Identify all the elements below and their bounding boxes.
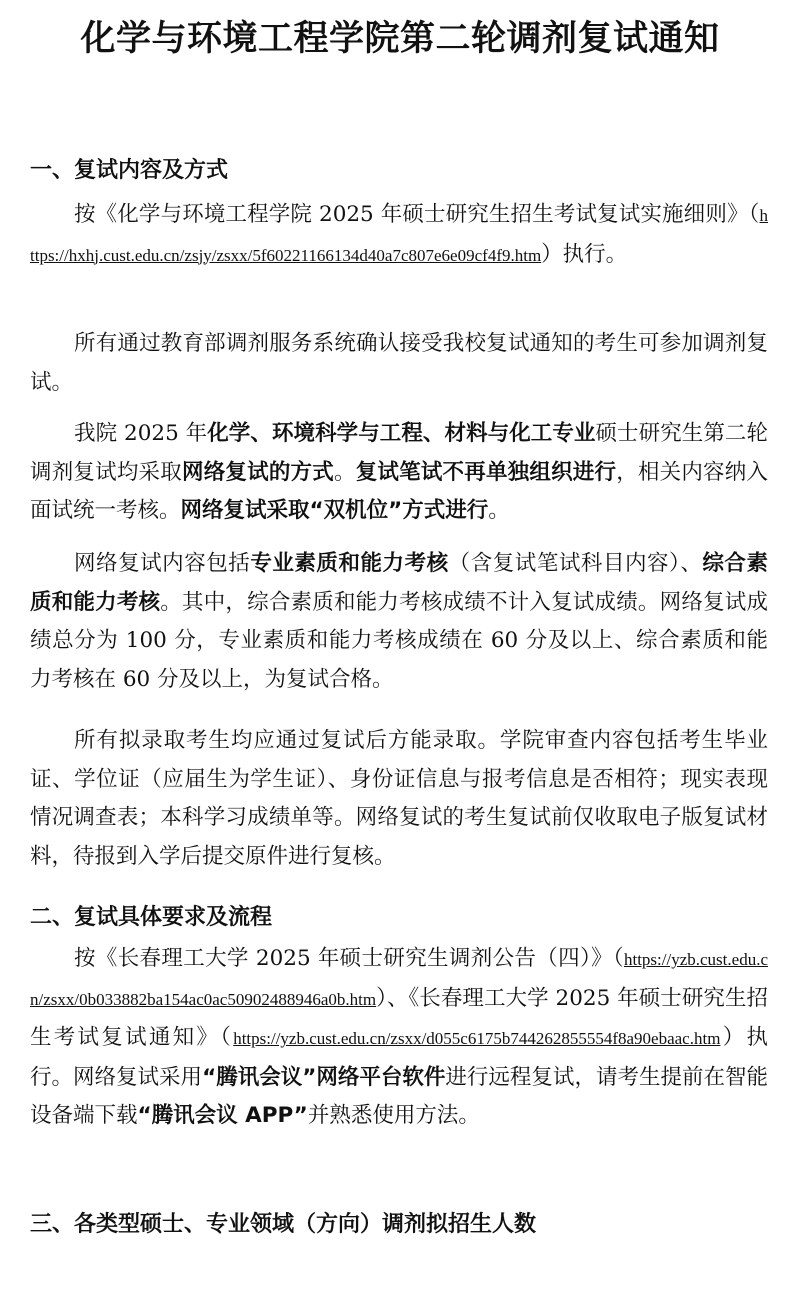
paragraph-1-5: 所有拟录取考生均应通过复试后方能录取。学院审查内容包括考生毕业证、学位证（应届生为学生证）、身份证信息与报考信息是否相符；现实表现情况调查表；本科学习成绩单等。网络复试的考生复试前仅收取电子版复试材料，待报到入学后提交原件进行复核。	[30, 728, 768, 869]
interview-notice-link[interactable]: https://yzb.cust.edu.cn/zsxx/d055c6175b744262855554f8a90ebaac.htm	[233, 1029, 721, 1049]
paragraph-1-3	[30, 415, 768, 531]
emphasis-text: 复试笔试不再单独组织进行	[355, 459, 617, 485]
text: 按《化学与环境工程学院 2025 年硕士研究生招生考试复试实施细则》（	[74, 202, 760, 227]
emphasis-text: 网络复试的方式	[181, 459, 334, 485]
text: 。其中，综合素质和能力考核成绩不计入复试成绩。网络复试成绩总分为 100 分，专业素质和能力考核成绩在 60 分及以上、综合素质和能力考核在 60 分及以上，为复试合格。	[30, 589, 768, 692]
text: 我院 2025 年	[74, 421, 208, 446]
emphasis-text: “腾讯会议 APP”	[137, 1103, 308, 1129]
emphasis-text: “腾讯会议”网络平台软件	[202, 1064, 446, 1090]
text: 进行远程复试，请考生提前在智能设备端下载	[30, 1064, 768, 1129]
paragraph-1-4	[30, 545, 768, 699]
text: ）、《长春理工大学 2025 年硕士研究生招生考试复试通知》（	[30, 985, 768, 1051]
section-heading-3: 三、各类型硕士、专业领域（方向）调剂拟招生人数	[30, 1212, 537, 1237]
emphasis-text: 化学、环境科学与工程、材料与化工专业	[207, 421, 596, 446]
text: ）执行。网络复试采用	[30, 1025, 768, 1090]
text: 并熟悉使用方法。	[307, 1103, 480, 1129]
emphasis-text: 综合素质和能力考核	[30, 551, 768, 615]
page-title: 化学与环境工程学院第二轮调剂复试通知	[80, 19, 720, 59]
text: 。	[488, 498, 510, 524]
text: （含复试笔试科目内容）、	[448, 551, 703, 576]
section-heading-2: 二、复试具体要求及流程	[30, 905, 273, 930]
rules-link[interactable]: https://hxhj.cust.edu.cn/zsjy/zsxx/5f60221166134d40a7c807e6e09cf4f9.htm	[30, 206, 768, 265]
emphasis-text: 网络复试采取“双机位”方式进行	[180, 498, 489, 524]
section-heading-1: 一、复试内容及方式	[30, 158, 229, 183]
text: 硕士研究生第二轮调剂复试均采取	[30, 421, 768, 485]
paragraph-2-1	[30, 940, 768, 1136]
emphasis-text: 专业素质和能力考核	[250, 551, 449, 576]
text: ）执行。	[541, 241, 628, 267]
text: 网络复试内容包括	[74, 551, 251, 576]
text: 。	[333, 459, 356, 485]
adjustment-notice-link[interactable]: https://yzb.cust.edu.cn/zsxx/0b033882ba154ac0ac50902488946a0b.htm	[30, 950, 768, 1009]
paragraph-1-1	[30, 196, 768, 275]
text: 按《长春理工大学 2025 年硕士研究生调剂公告（四）》（	[74, 946, 624, 971]
paragraph-1-2: 所有通过教育部调剂服务系统确认接受我校复试通知的考生可参加调剂复试。	[30, 331, 768, 395]
text: ，相关内容纳入面试统一考核。	[30, 459, 768, 524]
